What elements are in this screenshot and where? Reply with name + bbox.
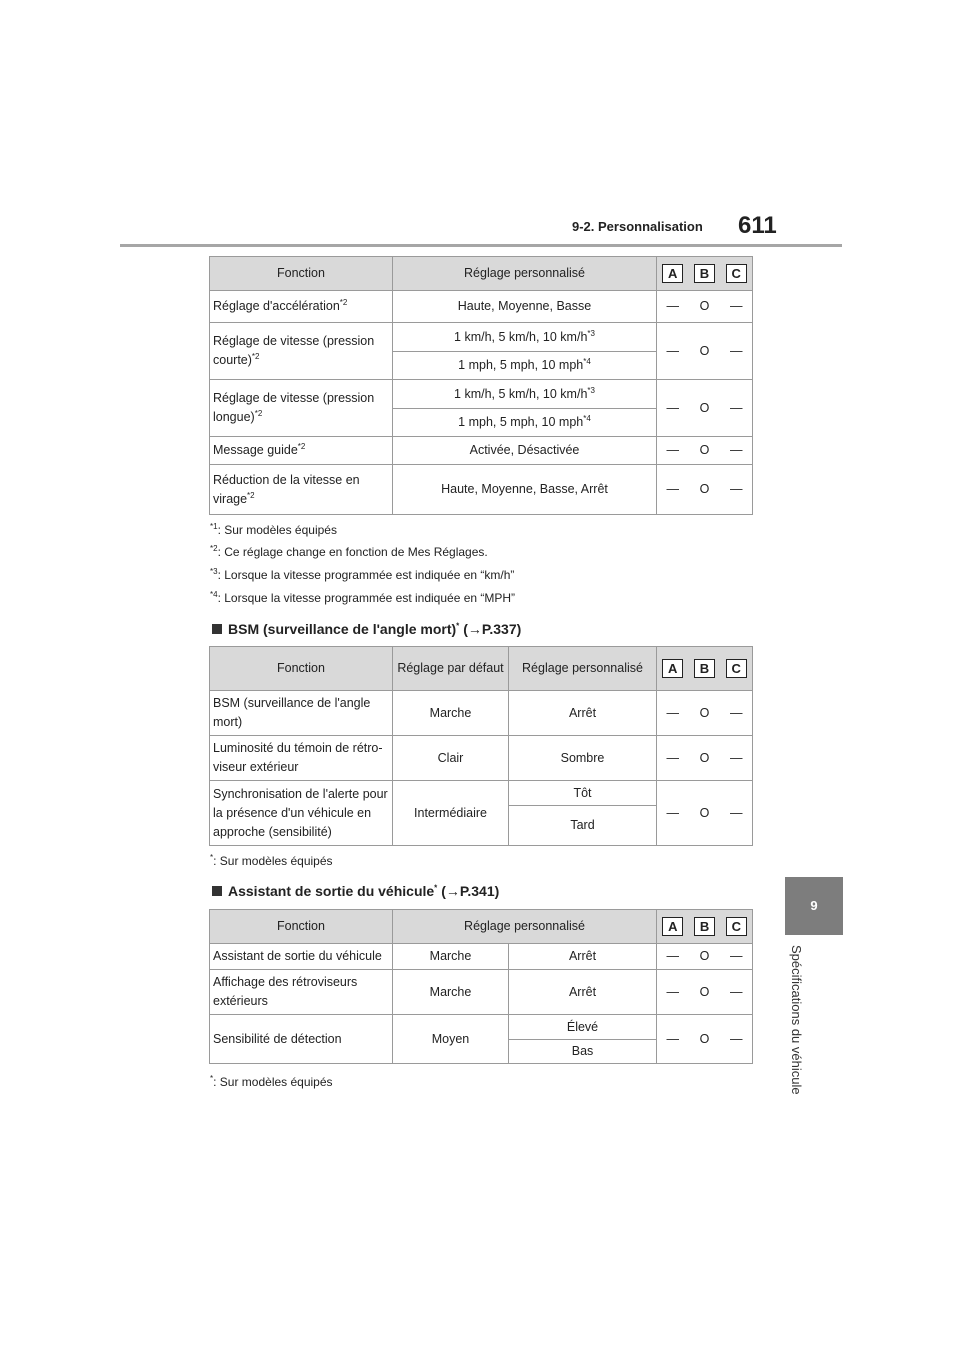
customization-table-cruise — [209, 256, 753, 515]
bullet-square-icon — [212, 886, 222, 896]
footnote-ref: *2 — [297, 441, 306, 451]
setting-cell: Arrêt — [509, 944, 657, 970]
col-c-value: — — [721, 736, 753, 781]
footnote-ref: *3 — [587, 328, 595, 338]
table-row — [210, 465, 753, 515]
box-b-icon: B — [694, 917, 715, 936]
header-divider — [120, 244, 842, 247]
col-c-value: — — [721, 291, 753, 323]
default-cell: Moyen — [393, 1015, 509, 1064]
page-reference-link[interactable]: (→P.341) — [441, 883, 500, 899]
col-b-value: O — [689, 691, 721, 736]
box-b-icon: B — [694, 264, 715, 283]
fonction-cell: Sensibilité de détection — [210, 1015, 393, 1064]
table-row — [210, 323, 753, 352]
footnote: *: Sur modèles équipés — [210, 1074, 333, 1089]
col-a-value: — — [657, 970, 689, 1015]
fonction-cell: Message guide — [213, 443, 298, 457]
col-b-value: O — [689, 970, 721, 1015]
box-c-icon: C — [726, 659, 747, 678]
setting-cell: Haute, Moyenne, Basse, Arrêt — [441, 482, 608, 496]
setting-cell: 1 km/h, 5 km/h, 10 km/h — [454, 386, 588, 401]
footnote-ref: *2 — [247, 490, 255, 500]
footnote-ref: *2 — [251, 351, 260, 361]
section-header-title: 9-2. Personnalisation — [572, 219, 703, 234]
col-b-value: O — [689, 944, 721, 970]
footnote-ref: *4 — [583, 356, 591, 366]
section-title-exit-assist: Assistant de sortie du véhicule* (→P.341) — [212, 883, 499, 899]
fonction-cell: Réglage d'accélération — [213, 299, 340, 313]
col-a-value: — — [657, 1015, 689, 1064]
header-reglage-personnalise: Réglage personnalisé — [393, 257, 657, 291]
box-a-icon: A — [662, 264, 683, 283]
setting-cell: Arrêt — [509, 691, 657, 736]
footnote-ref: *2 — [254, 408, 263, 418]
chapter-label-text: Spécifications du véhicule — [789, 945, 804, 1095]
col-b-value: O — [689, 323, 721, 380]
fonction-cell: Synchronisation de l'alerte pour la présence d'un véhicule en approche (sensibilité) — [210, 781, 393, 846]
col-b-value: O — [689, 437, 721, 465]
fonction-cell: Assistant de sortie du véhicule — [210, 944, 393, 970]
col-c-value: — — [721, 323, 753, 380]
col-c-value: — — [721, 691, 753, 736]
default-cell: Marche — [393, 944, 509, 970]
col-b-value: O — [689, 736, 721, 781]
footnote: $^{*3}$: Lorsque la vitesse programmée est indiquée en “km/h” — [210, 567, 515, 582]
col-a-value: — — [657, 437, 689, 465]
box-a-icon: A — [662, 659, 683, 678]
header-reglage-defaut: Réglage par défaut — [393, 647, 509, 691]
header-reglage-personnalise: Réglage personnalisé — [393, 910, 657, 944]
header-fonction: Fonction — [210, 647, 393, 691]
col-c-value: — — [721, 970, 753, 1015]
bullet-square-icon — [212, 624, 222, 634]
footnote-ref: *3 — [587, 385, 595, 395]
col-a-value: — — [657, 323, 689, 380]
footnote: $^{*4}$: Lorsque la vitesse programmée est indiquée en “MPH” — [210, 590, 516, 605]
setting-cell: Bas — [509, 1040, 657, 1064]
table-row — [210, 380, 753, 409]
header-reglage-personnalise: Réglage personnalisé — [509, 647, 657, 691]
box-c-icon: C — [726, 917, 747, 936]
col-a-value: — — [657, 944, 689, 970]
chapter-label — [786, 945, 804, 1105]
fonction-cell: Réglage de vitesse (pression courte) — [213, 334, 375, 367]
table-row — [210, 736, 753, 781]
setting-cell: Tôt — [509, 781, 657, 806]
table-row — [210, 781, 753, 806]
footnote: $^{*1}$: Sur modèles équipés — [210, 522, 337, 537]
col-b-value: O — [689, 465, 721, 515]
box-c-icon: C — [726, 264, 747, 283]
fonction-cell: Affichage des rétroviseurs extérieurs — [210, 970, 393, 1015]
col-c-value: — — [721, 437, 753, 465]
fonction-cell: Réduction de la vitesse en virage — [213, 472, 360, 506]
table-row — [210, 291, 753, 323]
table-row — [210, 1015, 753, 1040]
default-cell: Clair — [393, 736, 509, 781]
section-title-bsm: BSM (surveillance de l'angle mort)* (→P.337) — [212, 621, 521, 637]
fonction-cell: Réglage de vitesse (pression longue) — [213, 391, 375, 424]
box-b-icon: B — [694, 659, 715, 678]
setting-cell: Activée, Désactivée — [469, 443, 580, 457]
setting-cell: Tard — [509, 806, 657, 846]
footnote: $^{*2}$: Ce réglage change en fonction de Mes Réglages. — [210, 544, 488, 559]
setting-cell: 1 mph, 5 mph, 10 mph — [458, 415, 584, 429]
footnote: *: Sur modèles équipés — [210, 853, 333, 868]
col-b-value: O — [689, 781, 721, 846]
setting-cell: 1 km/h, 5 km/h, 10 km/h — [454, 329, 588, 344]
setting-cell: Élevé — [509, 1015, 657, 1040]
col-c-value: — — [721, 944, 753, 970]
col-a-value: — — [657, 465, 689, 515]
col-c-value: — — [721, 1015, 753, 1064]
default-cell: Intermédiaire — [393, 781, 509, 846]
table-row — [210, 691, 753, 736]
col-b-value: O — [689, 380, 721, 437]
default-cell: Marche — [393, 691, 509, 736]
table-row — [210, 437, 753, 465]
page-number: 611 — [738, 212, 777, 239]
col-a-value: — — [657, 781, 689, 846]
box-a-icon: A — [662, 917, 683, 936]
col-c-value: — — [721, 781, 753, 846]
header-fonction: Fonction — [210, 257, 393, 291]
chapter-number-tab: 9 — [785, 877, 843, 935]
col-c-value: — — [721, 465, 753, 515]
col-c-value: — — [721, 380, 753, 437]
setting-cell: Sombre — [509, 736, 657, 781]
customization-table-bsm — [209, 646, 753, 846]
col-a-value: — — [657, 380, 689, 437]
col-b-value: O — [689, 291, 721, 323]
table-row — [210, 970, 753, 1015]
header-fonction: Fonction — [210, 910, 393, 944]
col-a-value: — — [657, 736, 689, 781]
table-row — [210, 944, 753, 970]
col-b-value: O — [689, 1015, 721, 1064]
col-a-value: — — [657, 691, 689, 736]
setting-cell: 1 mph, 5 mph, 10 mph — [458, 358, 584, 372]
fonction-cell: BSM (surveillance de l'angle mort) — [210, 691, 393, 736]
customization-table-exit-assist — [209, 909, 753, 1064]
default-cell: Marche — [393, 970, 509, 1015]
footnote-ref: *2 — [339, 297, 348, 307]
col-a-value: — — [657, 291, 689, 323]
footnote-ref: *4 — [583, 413, 591, 423]
setting-cell: Arrêt — [509, 970, 657, 1015]
fonction-cell: Luminosité du témoin de rétro-viseur extérieur — [210, 736, 393, 781]
setting-cell: Haute, Moyenne, Basse — [457, 299, 592, 313]
page-reference-link[interactable]: (→P.337) — [463, 621, 522, 637]
